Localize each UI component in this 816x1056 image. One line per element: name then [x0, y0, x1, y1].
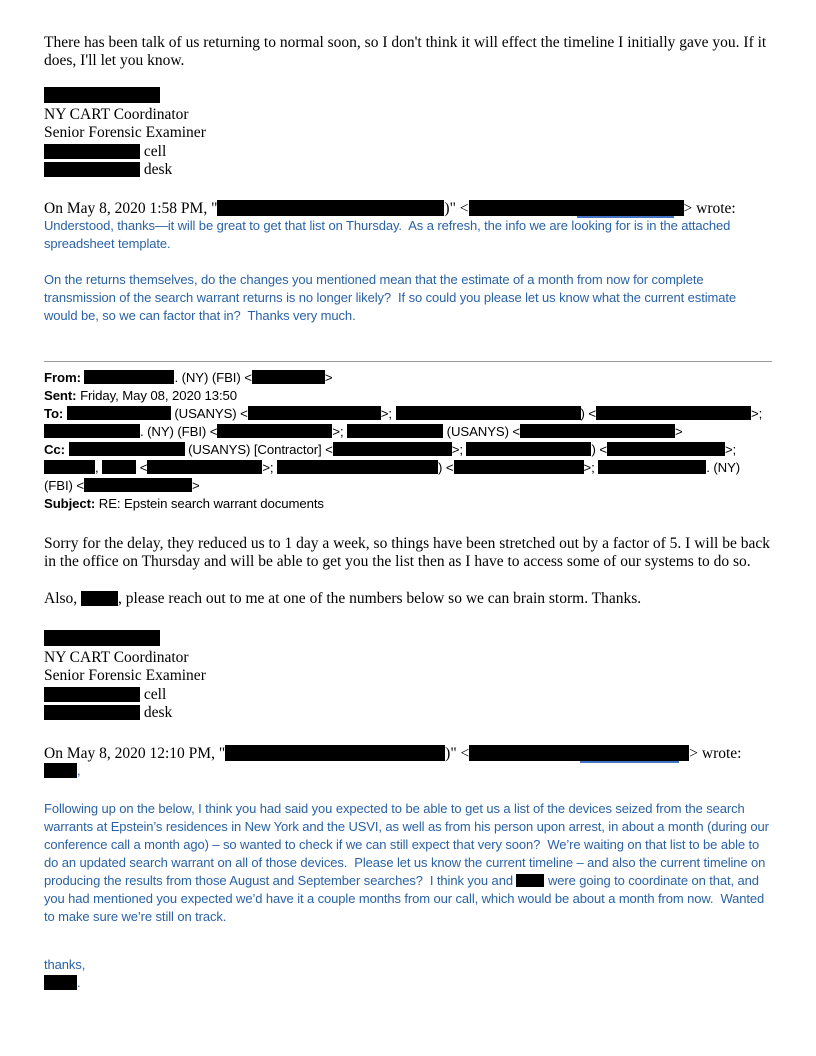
redaction-bar-recipient-email — [596, 406, 751, 420]
signature-name-line — [44, 87, 772, 106]
redaction-bar-recipient — [347, 424, 443, 438]
signature-name-line — [44, 630, 772, 649]
redaction-bar-cc-recipient — [277, 460, 438, 474]
redaction-bar-name — [44, 630, 160, 646]
reply-post-text: were going to coordinate on that, and you had mentioned you expected we’d have it a couple months from our call, which would be about a month from now. Wanted to make sure we’re still on track. — [44, 873, 768, 925]
header-cc-line-2 — [44, 459, 772, 477]
from-text: . (NY) (FBI) < — [174, 370, 252, 386]
redaction-bar-person-name — [81, 591, 118, 606]
redaction-bar-greeting-name — [44, 763, 77, 778]
subject-value: RE: Epstein search warrant documents — [95, 496, 324, 512]
also-post-text: , please reach out to me at one of the numbers below so we can brain storm. Thanks. — [118, 590, 642, 608]
greeting-comma: , — [77, 763, 81, 779]
cc-text: >; — [262, 460, 278, 476]
redaction-bar-name — [44, 87, 160, 103]
redaction-bar-cc-email — [454, 460, 584, 474]
redaction-bar-person-name — [516, 874, 544, 887]
cc-label: Cc: — [44, 442, 65, 458]
reply-pre-text: Following up on the below, I think you had said you expected to be able to get us a list of the devices seized from the search warrants at Epstein’s residences in New York and the USVI, as well as from his person upon arrest, in about a month (during our conference call a month ago) – so wanted to check if we can still expect that very soon? We’re waiting on that list to be able to do an updated search warrant on all of those devices. Please let us know the current timeline – and also the current timeline on producing the results from those August and September searches? I think you and — [44, 801, 773, 889]
closing-thanks-line: thanks, — [44, 957, 86, 973]
redaction-bar-email-address — [469, 745, 689, 761]
redaction-bar-sender-name — [217, 200, 444, 216]
to-text: >; — [750, 406, 763, 422]
header-to-line-2 — [44, 423, 772, 441]
quote-mid-text: )" < — [444, 199, 469, 217]
quote-pre-text: On May 8, 2020 12:10 PM, " — [44, 744, 226, 762]
cc-text: (USANYS) [Contractor] < — [184, 442, 333, 458]
to-text: (USANYS) < — [443, 424, 521, 440]
signature-cell-line — [44, 143, 772, 162]
signature-block-1 — [44, 87, 772, 180]
redaction-bar-recipient-email — [248, 406, 381, 420]
header-sent-line — [44, 387, 772, 405]
cc-text: ) < — [438, 460, 454, 476]
sent-label: Sent: — [44, 388, 77, 404]
cc-text: >; — [583, 460, 599, 476]
header-subject-line — [44, 495, 772, 513]
from-text-close: > — [324, 370, 333, 386]
redaction-bar-sender-name — [225, 745, 445, 761]
to-text: (USANYS) < — [170, 406, 248, 422]
cc-text: >; — [451, 442, 467, 458]
subject-label: Subject: — [44, 496, 96, 512]
to-text: ) < — [580, 406, 596, 422]
to-label: To: — [44, 406, 64, 422]
signature-role-2: Senior Forensic Examiner — [44, 124, 206, 142]
redaction-bar-closing-name — [44, 975, 77, 990]
body-paragraph-1: Sorry for the delay, they reduced us to 1 day a week, so things have been stretched out by a factor of 5. I will be back in the office on Thursday and will be able to get you the list then as I have to access some of our systems to do so. — [44, 535, 774, 570]
greeting-line — [44, 762, 772, 780]
redaction-bar-from-email — [252, 370, 325, 384]
to-text: >; — [332, 424, 348, 440]
redaction-bar-recipient — [396, 406, 581, 420]
header-cc-line-1 — [44, 441, 772, 459]
redaction-bar-cc-email — [607, 442, 725, 456]
redaction-bar-cc-recipient — [466, 442, 591, 456]
quote-attribution-158pm — [44, 200, 772, 218]
redaction-bar-cc-recipient — [69, 442, 185, 456]
to-text: >; — [380, 406, 396, 422]
quote-post-text: > wrote: — [689, 744, 742, 762]
desk-label: desk — [143, 161, 173, 179]
signature-desk-line — [44, 704, 772, 723]
closing-signature-line — [44, 974, 772, 992]
header-to-line-1 — [44, 405, 772, 423]
quote-attribution-1210pm — [44, 745, 772, 763]
to-text: . (NY) (FBI) < — [140, 424, 218, 440]
spacer — [44, 570, 772, 590]
redaction-bar-recipient — [67, 406, 171, 420]
from-label: From: — [44, 370, 81, 386]
cc-text: , — [95, 460, 103, 476]
redaction-bar-cc-email — [333, 442, 452, 456]
redaction-bar-cc-recipient — [102, 460, 136, 474]
spacer — [44, 926, 772, 956]
signature-cell-line — [44, 686, 772, 705]
header-from-line — [44, 369, 772, 387]
quote-pre-text: On May 8, 2020 1:58 PM, " — [44, 199, 218, 217]
signature-role-2: Senior Forensic Examiner — [44, 667, 206, 685]
redaction-bar-recipient — [44, 424, 140, 438]
cc-text: > — [191, 478, 200, 494]
spacer — [44, 180, 772, 200]
redaction-bar-cc-email — [147, 460, 262, 474]
redaction-bar-desk-number — [44, 705, 140, 720]
redaction-bar-cell-number — [44, 144, 140, 159]
header-divider-line — [44, 361, 772, 362]
cc-text: (FBI) < — [44, 478, 84, 494]
spacer — [44, 253, 772, 271]
spacer — [44, 608, 772, 630]
reply-paragraph-2: On the returns themselves, do the changes you mentioned mean that the estimate of a month from now for complete transmission of the search warrant returns is no longer likely? If so could you please let us know what the current estimate would be, so we can factor that in? Thanks very much. — [44, 272, 740, 324]
signature-block-2 — [44, 630, 772, 723]
redaction-bar-cc-recipient — [598, 460, 706, 474]
redaction-bar-from-name — [84, 370, 174, 384]
desk-label: desk — [143, 704, 173, 722]
spacer — [44, 325, 772, 361]
quote-post-text: > wrote: — [683, 199, 736, 217]
redaction-bar-recipient-email — [520, 424, 675, 438]
to-text: > — [675, 424, 683, 440]
signature-role-1: NY CART Coordinator — [44, 648, 189, 666]
redaction-bar-recipient-email — [217, 424, 332, 438]
spacer — [44, 513, 772, 535]
also-pre-text: Also, — [44, 590, 82, 608]
redaction-bar-email-address — [469, 200, 684, 216]
reply-paragraph-3 — [44, 800, 772, 926]
cc-text: >; — [724, 442, 737, 458]
quote-mid-text: )" < — [445, 744, 470, 762]
spacer — [44, 780, 772, 800]
email-header-block — [44, 369, 772, 513]
body-also-line — [44, 590, 772, 608]
cell-label: cell — [143, 685, 167, 703]
signature-desk-line — [44, 161, 772, 180]
redaction-bar-desk-number — [44, 162, 140, 177]
cell-label: cell — [143, 142, 167, 160]
reply-paragraph-1: Understood, thanks—it will be great to get that list on Thursday. As a refresh, the info we are looking for is in the attached spreadsheet template. — [44, 218, 734, 252]
opening-paragraph: There has been talk of us returning to normal soon, so I don't think it will effect the timeline I initially gave you. If it does, I'll let you know. — [44, 34, 771, 69]
redaction-bar-cell-number — [44, 687, 140, 702]
redaction-bar-cc-email — [84, 478, 192, 492]
redaction-bar-cc-recipient — [44, 460, 95, 474]
spacer — [44, 69, 772, 87]
header-cc-line-3 — [44, 477, 772, 495]
sent-value: Friday, May 08, 2020 13:50 — [80, 388, 238, 404]
cc-text: ) < — [591, 442, 607, 458]
spacer — [44, 723, 772, 745]
closing-period: . — [77, 975, 81, 991]
cc-text: . (NY) — [706, 460, 741, 476]
signature-role-1: NY CART Coordinator — [44, 105, 189, 123]
cc-text: < — [136, 460, 148, 476]
